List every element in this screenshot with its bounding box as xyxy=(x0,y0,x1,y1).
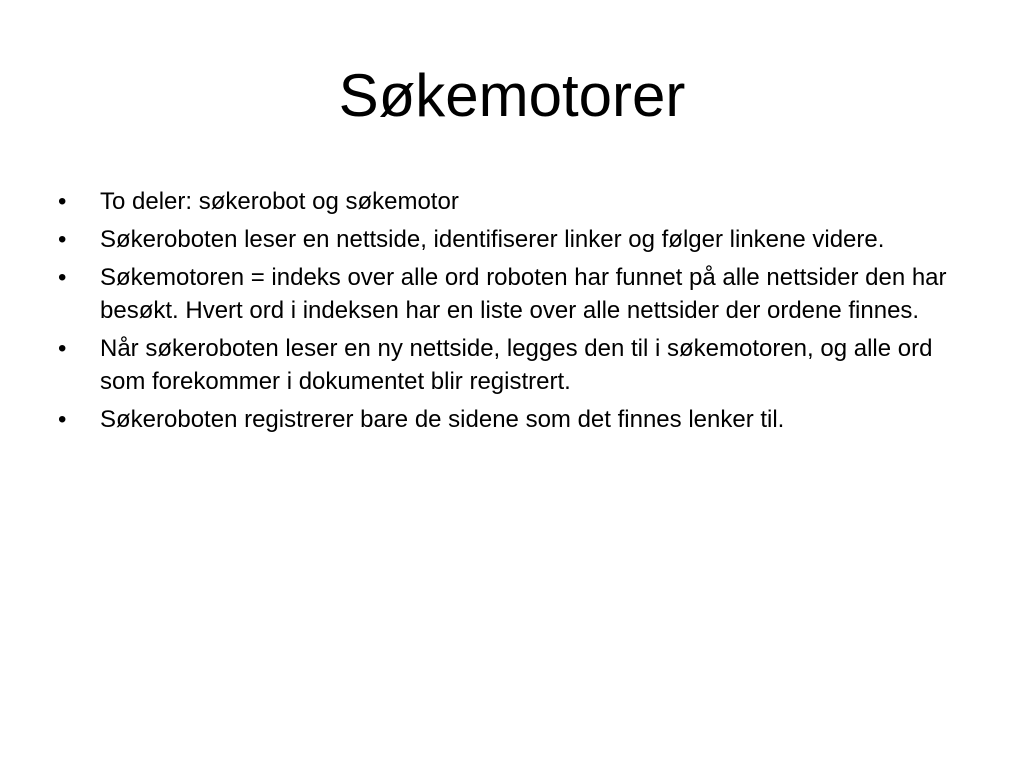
bullet-icon: • xyxy=(58,406,67,433)
bullet-icon: • xyxy=(58,335,67,362)
bullet-text: Søkeroboten leser en nettside, identifiserer linker og følger linkene videre. xyxy=(100,226,885,253)
bullet-text: Når søkeroboten leser en ny nettside, legges den til i søkemotoren, og alle ord som forekommer i dokumentet blir registrert. xyxy=(100,335,933,395)
bullet-item xyxy=(58,332,963,398)
bullet-list xyxy=(58,185,963,441)
bullet-text: Søkemotoren = indeks over alle ord roboten har funnet på alle nettsider den har besøkt. Hvert ord i indeksen har en liste over alle nettsider der ordene finnes. xyxy=(100,264,947,324)
bullet-item xyxy=(58,223,963,256)
bullet-icon: • xyxy=(58,264,67,291)
bullet-icon: • xyxy=(58,188,67,215)
bullet-item xyxy=(58,261,963,327)
bullet-icon: • xyxy=(58,226,67,253)
bullet-text: To deler: søkerobot og søkemotor xyxy=(100,188,459,215)
bullet-item xyxy=(58,403,963,436)
bullet-item xyxy=(58,185,963,218)
bullet-text: Søkeroboten registrerer bare de sidene som det finnes lenker til. xyxy=(100,406,785,433)
slide-title: Søkemotorer xyxy=(338,62,686,129)
